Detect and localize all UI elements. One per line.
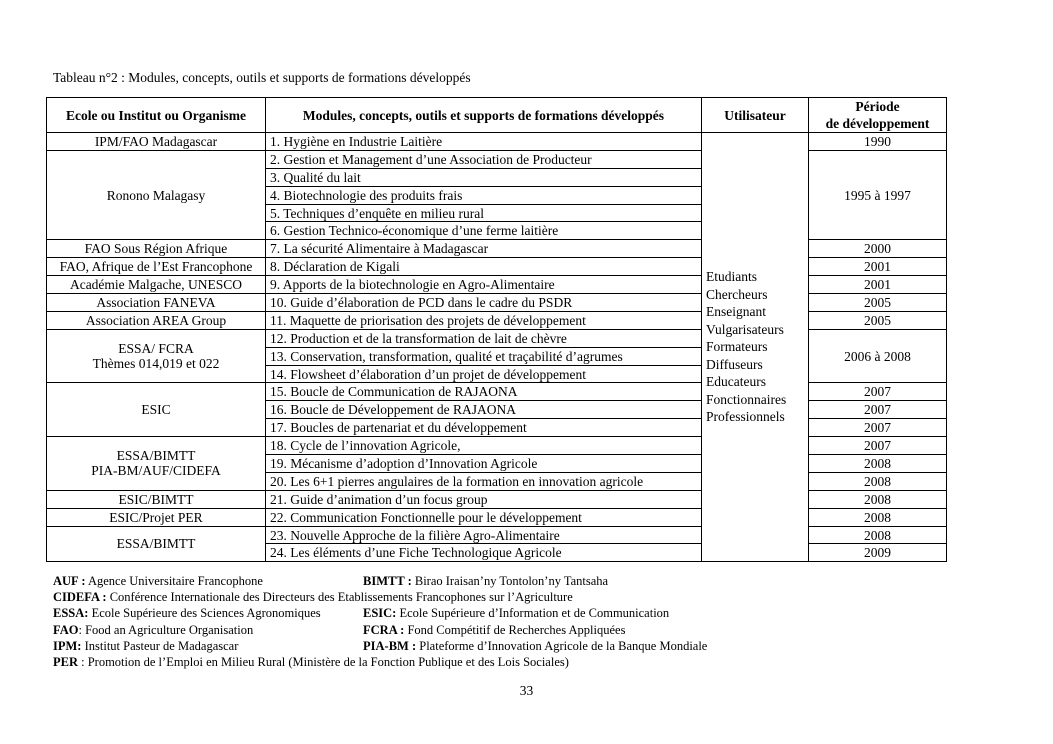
legend-text: Plateforme d’Innovation Agricole de la Banque Mondiale — [416, 638, 708, 653]
legend-entry — [363, 638, 707, 654]
module-cell: 17. Boucles de partenariat et du développement — [266, 419, 702, 437]
org-line: ESSA/ FCRA — [118, 341, 194, 357]
legend-text: Birao Iraisan’ny Tontolon’ny Tantsaha — [411, 574, 609, 588]
period-cell: 2009 — [809, 544, 947, 562]
legend-text: Conférence Internationale des Directeurs des Etablissements Francophones sur l’Agriculture — [106, 590, 573, 605]
period-cell: 2001 — [809, 276, 947, 294]
module-cell: 1. Hygiène en Industrie Laitière — [266, 133, 702, 151]
period-cell: 2008 — [809, 508, 947, 526]
table-row — [47, 150, 947, 168]
module-cell: 3. Qualité du lait — [266, 168, 702, 186]
org-cell: Association AREA Group — [47, 311, 266, 329]
table-row — [47, 258, 947, 276]
org-line: ESSA/BIMTT — [116, 448, 196, 464]
org-cell: Association FANEVA — [47, 294, 266, 312]
period-cell: 2007 — [809, 419, 947, 437]
org-cell: FAO, Afrique de l’Est Francophone — [47, 258, 266, 276]
module-cell: 7. La sécurité Alimentaire à Madagascar — [266, 240, 702, 258]
legend-entry — [53, 574, 263, 588]
legend-abbr: PIA-BM : — [363, 638, 417, 653]
org-cell: ESSA/BIMTT — [47, 526, 266, 562]
legend-abbr: FAO — [53, 622, 79, 637]
legend-text: Ecole Supérieure d’Information et de Communication — [396, 606, 670, 621]
legend-abbr: BIMTT : — [363, 574, 412, 588]
org-cell — [47, 329, 266, 383]
legend-text: Institut Pasteur de Madagascar — [81, 638, 239, 653]
user-item: Diffuseurs — [706, 356, 763, 372]
header-org: Ecole ou Institut ou Organisme — [47, 98, 266, 133]
legend-row — [53, 638, 708, 654]
header-period-line2: de développement — [825, 116, 930, 131]
table-row — [47, 294, 947, 312]
header-users: Utilisateur — [702, 98, 809, 133]
period-cell: 2006 à 2008 — [809, 329, 947, 383]
table-row — [47, 508, 947, 526]
module-cell: 10. Guide d’élaboration de PCD dans le cadre du PSDR — [266, 294, 702, 312]
legend-entry — [363, 622, 625, 638]
table-row — [47, 526, 947, 544]
module-cell: 15. Boucle de Communication de RAJAONA — [266, 383, 702, 401]
period-cell: 2007 — [809, 401, 947, 419]
legend-text: Fond Compétitif de Recherches Appliquées — [404, 622, 626, 637]
period-cell: 2007 — [809, 437, 947, 455]
user-item: Fonctionnaires — [706, 391, 787, 407]
user-item: Enseignant — [706, 304, 766, 320]
module-cell: 19. Mécanisme d’adoption d’Innovation Agricole — [266, 455, 702, 473]
user-item: Chercheurs — [706, 286, 768, 302]
module-cell: 8. Déclaration de Kigali — [266, 258, 702, 276]
module-cell: 24. Les éléments d’une Fiche Technologique Agricole — [266, 544, 702, 562]
legend-abbr: PER — [53, 654, 78, 669]
table-row — [47, 329, 947, 347]
legend-abbr: ESIC: — [363, 606, 397, 621]
legend-abbr: CIDEFA : — [53, 590, 107, 605]
abbreviations-legend — [53, 573, 708, 670]
legend-row — [53, 589, 573, 605]
module-cell: 14. Flowsheet d’élaboration d’un projet de développement — [266, 365, 702, 383]
module-cell: 18. Cycle de l’innovation Agricole, — [266, 437, 702, 455]
period-cell: 2000 — [809, 240, 947, 258]
module-cell: 5. Techniques d’enquête en milieu rural — [266, 204, 702, 222]
org-cell: ESIC/Projet PER — [47, 508, 266, 526]
period-cell: 2001 — [809, 258, 947, 276]
table-row — [47, 490, 947, 508]
period-cell: 1990 — [809, 133, 947, 151]
legend-abbr: IPM: — [53, 638, 82, 653]
legend-text: Agence Universitaire Francophone — [85, 574, 263, 588]
legend-entry — [53, 623, 253, 637]
module-cell: 11. Maquette de priorisation des projets de développement — [266, 311, 702, 329]
table-row — [47, 240, 947, 258]
module-cell: 20. Les 6+1 pierres angulaires de la formation en innovation agricole — [266, 472, 702, 490]
user-item: Formateurs — [706, 339, 768, 355]
period-cell: 1995 à 1997 — [809, 150, 947, 239]
org-line: Thèmes 014,019 et 022 — [92, 356, 220, 372]
period-cell: 2008 — [809, 490, 947, 508]
module-cell: 23. Nouvelle Approche de la filière Agro-Alimentaire — [266, 526, 702, 544]
period-cell: 2005 — [809, 294, 947, 312]
user-item: Vulgarisateurs — [706, 321, 784, 337]
org-cell: Ronono Malagasy — [47, 150, 266, 239]
modules-table — [46, 97, 947, 562]
period-cell: 2008 — [809, 526, 947, 544]
module-cell: 12. Production et de la transformation de lait de chèvre — [266, 329, 702, 347]
legend-entry — [53, 606, 321, 620]
table-row — [47, 311, 947, 329]
users-cell — [702, 133, 809, 562]
legend-abbr: FCRA : — [363, 622, 405, 637]
legend-row — [53, 573, 609, 589]
table-row — [47, 276, 947, 294]
user-item: Professionnels — [706, 409, 785, 425]
period-cell: 2008 — [809, 472, 947, 490]
org-line: PIA-BM/AUF/CIDEFA — [91, 463, 221, 479]
table-row — [47, 383, 947, 401]
table-row — [47, 437, 947, 455]
module-cell: 16. Boucle de Développement de RAJAONA — [266, 401, 702, 419]
period-cell: 2005 — [809, 311, 947, 329]
org-cell: FAO Sous Région Afrique — [47, 240, 266, 258]
module-cell: 6. Gestion Technico-économique d’une ferme laitière — [266, 222, 702, 240]
legend-row — [53, 622, 626, 638]
org-cell: IPM/FAO Madagascar — [47, 133, 266, 151]
legend-text: Ecole Supérieure des Sciences Agronomiques — [88, 606, 321, 621]
header-period-line1: Période — [855, 99, 900, 114]
module-cell: 2. Gestion et Management d’une Association de Producteur — [266, 150, 702, 168]
module-cell: 13. Conservation, transformation, qualité et traçabilité d’agrumes — [266, 347, 702, 365]
org-cell — [47, 437, 266, 491]
period-cell: 2007 — [809, 383, 947, 401]
legend-entry — [53, 655, 569, 669]
org-cell: Académie Malgache, UNESCO — [47, 276, 266, 294]
table-row — [47, 133, 947, 151]
module-cell: 9. Apports de la biotechnologie en Agro-Alimentaire — [266, 276, 702, 294]
legend-entry — [53, 639, 238, 653]
user-item: Educateurs — [706, 374, 766, 390]
header-modules: Modules, concepts, outils et supports de formations développés — [266, 98, 702, 133]
legend-text: : Promotion de l’Emploi en Milieu Rural (Ministère de la Fonction Publique et des Lois Sociales) — [78, 654, 569, 669]
legend-row — [53, 654, 573, 670]
org-cell: ESIC — [47, 383, 266, 437]
module-cell: 21. Guide d’animation d’un focus group — [266, 490, 702, 508]
legend-abbr: AUF : — [53, 574, 86, 588]
legend-text: : Food an Agriculture Organisation — [78, 622, 254, 637]
table-caption: Tableau n°2 : Modules, concepts, outils et supports de formations développés — [53, 70, 471, 85]
legend-entry — [363, 605, 669, 621]
legend-entry — [363, 573, 608, 589]
legend-abbr: ESSA: — [53, 606, 89, 621]
module-cell: 4. Biotechnologie des produits frais — [266, 186, 702, 204]
page-number: 33 — [519, 683, 534, 698]
org-cell: ESIC/BIMTT — [47, 490, 266, 508]
legend-entry — [53, 590, 573, 604]
module-cell: 22. Communication Fonctionnelle pour le développement — [266, 508, 702, 526]
header-period — [809, 98, 947, 133]
legend-row — [53, 605, 670, 621]
period-cell: 2008 — [809, 455, 947, 473]
user-item: Etudiants — [706, 269, 757, 285]
